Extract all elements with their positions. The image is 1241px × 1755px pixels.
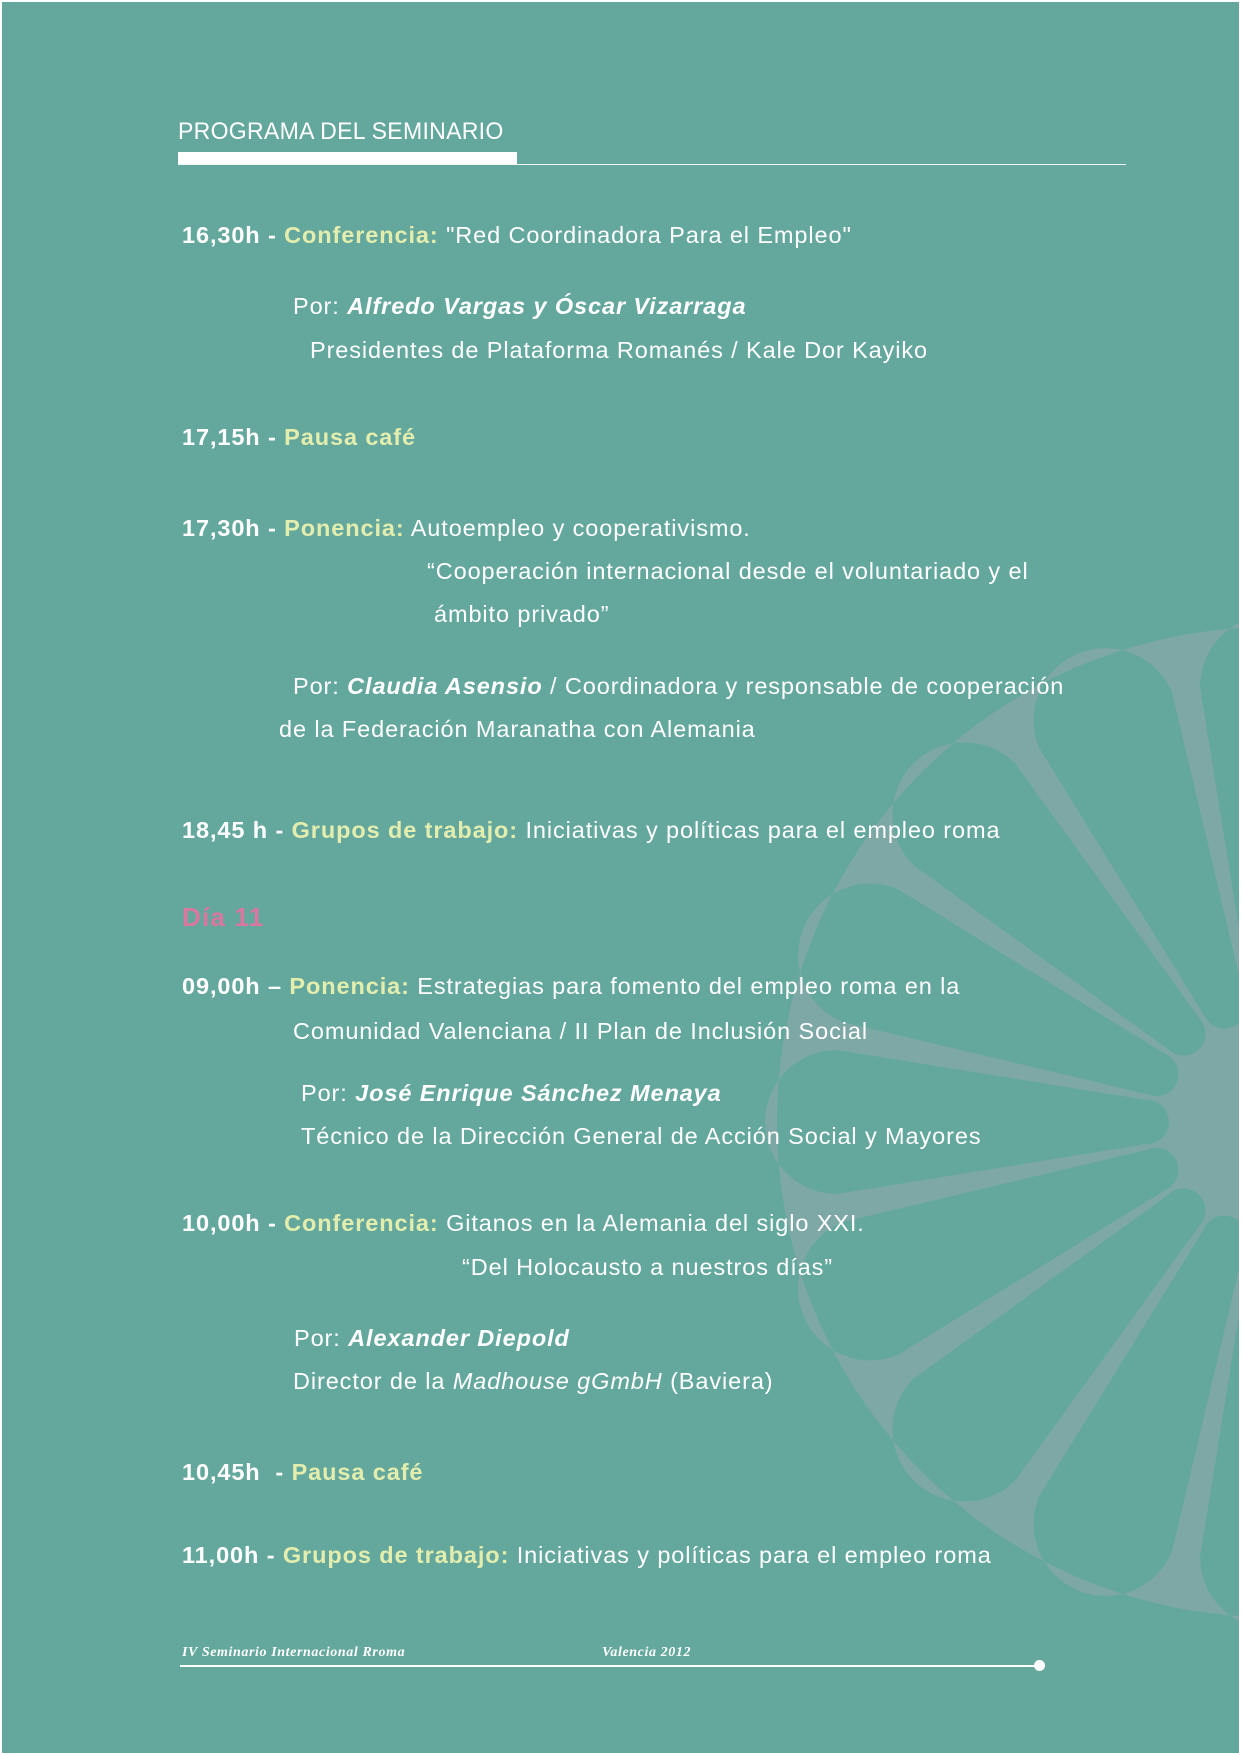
speaker-line bbox=[301, 1080, 722, 1107]
speaker-line bbox=[293, 293, 746, 320]
speaker-name: José Enrique Sánchez Menaya bbox=[355, 1080, 722, 1106]
session-line bbox=[182, 1542, 992, 1569]
title-rule bbox=[178, 164, 1126, 165]
speaker-name: Claudia Asensio bbox=[347, 673, 543, 699]
speaker-role: / Coordinadora y responsable de cooperación bbox=[542, 673, 1065, 699]
session-time: 18,45 h bbox=[182, 817, 268, 843]
session-time: 16,30h bbox=[182, 222, 261, 248]
session-subtitle: “Del Holocausto a nuestros días” bbox=[462, 1254, 834, 1280]
session-separator: - bbox=[275, 1459, 285, 1485]
speaker-line bbox=[294, 1325, 570, 1352]
session-subtitle: ámbito privado” bbox=[434, 601, 610, 627]
session-time: 09,00h bbox=[182, 973, 261, 999]
page-title: PROGRAMA DEL SEMINARIO bbox=[178, 118, 504, 145]
session-type: Ponencia: bbox=[284, 515, 405, 541]
speaker-role-text: Director de la bbox=[293, 1368, 446, 1394]
speaker-prefix: Por: bbox=[293, 293, 340, 319]
speaker-prefix: Por: bbox=[294, 1325, 341, 1351]
session-title: "Red Coordinadora Para el Empleo" bbox=[446, 222, 852, 248]
speaker-prefix: Por: bbox=[301, 1080, 348, 1106]
title-underline-bar bbox=[178, 152, 517, 164]
speaker-role: de la Federación Maranatha con Alemania bbox=[279, 716, 756, 742]
session-subtitle: “Cooperación internacional desde el voluntariado y el bbox=[427, 558, 1029, 584]
session-type: Pausa café bbox=[291, 1459, 424, 1485]
speaker-name: Alfredo Vargas y Óscar Vizarraga bbox=[347, 293, 747, 319]
speaker-name: Alexander Diepold bbox=[348, 1325, 570, 1351]
speaker-role: Técnico de la Dirección General de Acción Social y Mayores bbox=[301, 1123, 982, 1149]
session-separator: - bbox=[268, 424, 277, 450]
speaker-role-location: (Baviera) bbox=[670, 1368, 774, 1394]
roma-wheel-icon bbox=[2, 2, 1239, 1753]
session-time: 10,45h bbox=[182, 1459, 261, 1485]
session-time: 17,30h bbox=[182, 515, 261, 541]
session-separator: - bbox=[268, 222, 277, 248]
speaker-prefix: Por: bbox=[293, 673, 340, 699]
session-title: Autoempleo y cooperativismo. bbox=[410, 515, 751, 541]
session-type: Pausa café bbox=[284, 424, 416, 450]
session-separator: - bbox=[268, 515, 277, 541]
session-title: Estrategias para fomento del empleo roma en la bbox=[417, 973, 961, 999]
day-heading: Día 11 bbox=[182, 902, 265, 932]
session-line bbox=[182, 817, 1000, 844]
session-type: Conferencia: bbox=[284, 222, 439, 248]
session-type: Conferencia: bbox=[284, 1210, 439, 1236]
session-line bbox=[182, 424, 416, 451]
session-line bbox=[182, 973, 960, 1000]
organization-name: Madhouse gGmbH bbox=[452, 1368, 663, 1394]
session-line bbox=[182, 1459, 423, 1486]
session-type: Ponencia: bbox=[289, 973, 410, 999]
session-time: 11,00h bbox=[182, 1542, 260, 1568]
session-separator: – bbox=[268, 973, 282, 999]
session-line bbox=[182, 222, 852, 249]
session-title: Iniciativas y políticas para el empleo roma bbox=[516, 1542, 992, 1568]
session-title: Gitanos en la Alemania del siglo XXI. bbox=[446, 1210, 865, 1236]
wheel-shape bbox=[765, 615, 1239, 1629]
speaker-role bbox=[293, 1368, 774, 1395]
session-time: 10,00h bbox=[182, 1210, 261, 1236]
program-page bbox=[2, 2, 1239, 1753]
session-title-cont: Comunidad Valenciana / II Plan de Inclusión Social bbox=[293, 1018, 868, 1044]
footer-dot bbox=[1034, 1660, 1045, 1671]
footer-rule bbox=[180, 1665, 1042, 1667]
footer-location-year: Valencia 2012 bbox=[602, 1645, 692, 1660]
session-separator: - bbox=[275, 817, 285, 843]
session-line bbox=[182, 1210, 865, 1237]
session-title: Iniciativas y políticas para el empleo roma bbox=[525, 817, 1001, 843]
session-line bbox=[182, 515, 751, 542]
speaker-role: Presidentes de Plataforma Romanés / Kale Dor Kayiko bbox=[310, 337, 929, 363]
session-separator: - bbox=[266, 1542, 276, 1568]
session-type: Grupos de trabajo: bbox=[282, 1542, 510, 1568]
session-type: Grupos de trabajo: bbox=[291, 817, 519, 843]
footer-seminar-name: IV Seminario Internacional Rroma bbox=[182, 1645, 406, 1660]
session-separator: - bbox=[268, 1210, 277, 1236]
speaker-line bbox=[293, 673, 1064, 700]
session-time: 17,15h bbox=[182, 424, 261, 450]
